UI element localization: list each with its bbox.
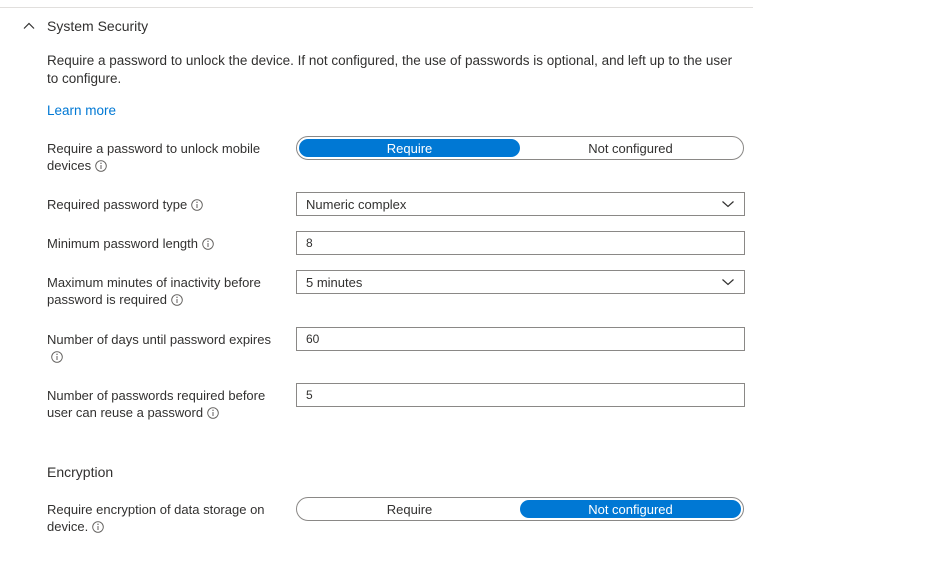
expires-days-input[interactable] <box>296 327 745 351</box>
system-security-header[interactable] <box>22 16 148 36</box>
expires-days-value: 60 <box>306 332 320 346</box>
inactivity-dropdown[interactable] <box>296 270 745 294</box>
inactivity-label: Maximum minutes of inactivity before password is required <box>47 275 261 307</box>
encryption-option-not-configured[interactable]: Not configured <box>520 500 741 518</box>
password-type-dropdown[interactable] <box>296 192 745 216</box>
info-icon[interactable] <box>171 294 183 306</box>
reuse-count-input[interactable] <box>296 383 745 407</box>
chevron-down-icon <box>721 277 735 287</box>
require-password-option-not-configured[interactable]: Not configured <box>588 140 673 156</box>
require-password-option-require[interactable]: Require <box>299 139 520 157</box>
min-length-input[interactable] <box>296 231 745 255</box>
info-icon[interactable] <box>202 238 214 250</box>
section-title: System Security <box>47 18 149 34</box>
info-icon[interactable] <box>95 160 107 172</box>
info-icon[interactable] <box>92 521 104 533</box>
info-icon[interactable] <box>51 351 63 363</box>
require-password-label: Require a password to unlock mobile devices <box>47 141 261 173</box>
min-length-value: 8 <box>306 236 313 250</box>
section-divider <box>0 7 753 8</box>
password-type-label: Required password type <box>47 196 279 213</box>
encryption-option-require[interactable]: Require <box>386 501 433 517</box>
section-description: Require a password to unlock the device. If not configured, the use of passwords is optional, and left up to the user to configure. <box>47 53 733 86</box>
password-type-value: Numeric complex <box>306 196 407 212</box>
learn-more-link[interactable]: Learn more <box>47 103 117 118</box>
inactivity-value: 5 minutes <box>306 274 363 290</box>
encryption-toggle[interactable] <box>296 497 744 521</box>
chevron-down-icon <box>721 199 735 209</box>
info-icon[interactable] <box>191 199 203 211</box>
chevron-up-icon <box>22 19 36 33</box>
require-password-toggle[interactable] <box>296 136 744 160</box>
encryption-label: Require encryption of data storage on device. <box>47 502 265 534</box>
reuse-count-value: 5 <box>306 388 313 402</box>
reuse-count-label: Number of passwords required before user can reuse a password <box>47 388 266 420</box>
encryption-heading: Encryption <box>47 464 114 480</box>
min-length-label: Minimum password length <box>47 235 279 252</box>
info-icon[interactable] <box>207 407 219 419</box>
expires-days-label: Number of days until password expires <box>47 331 279 365</box>
